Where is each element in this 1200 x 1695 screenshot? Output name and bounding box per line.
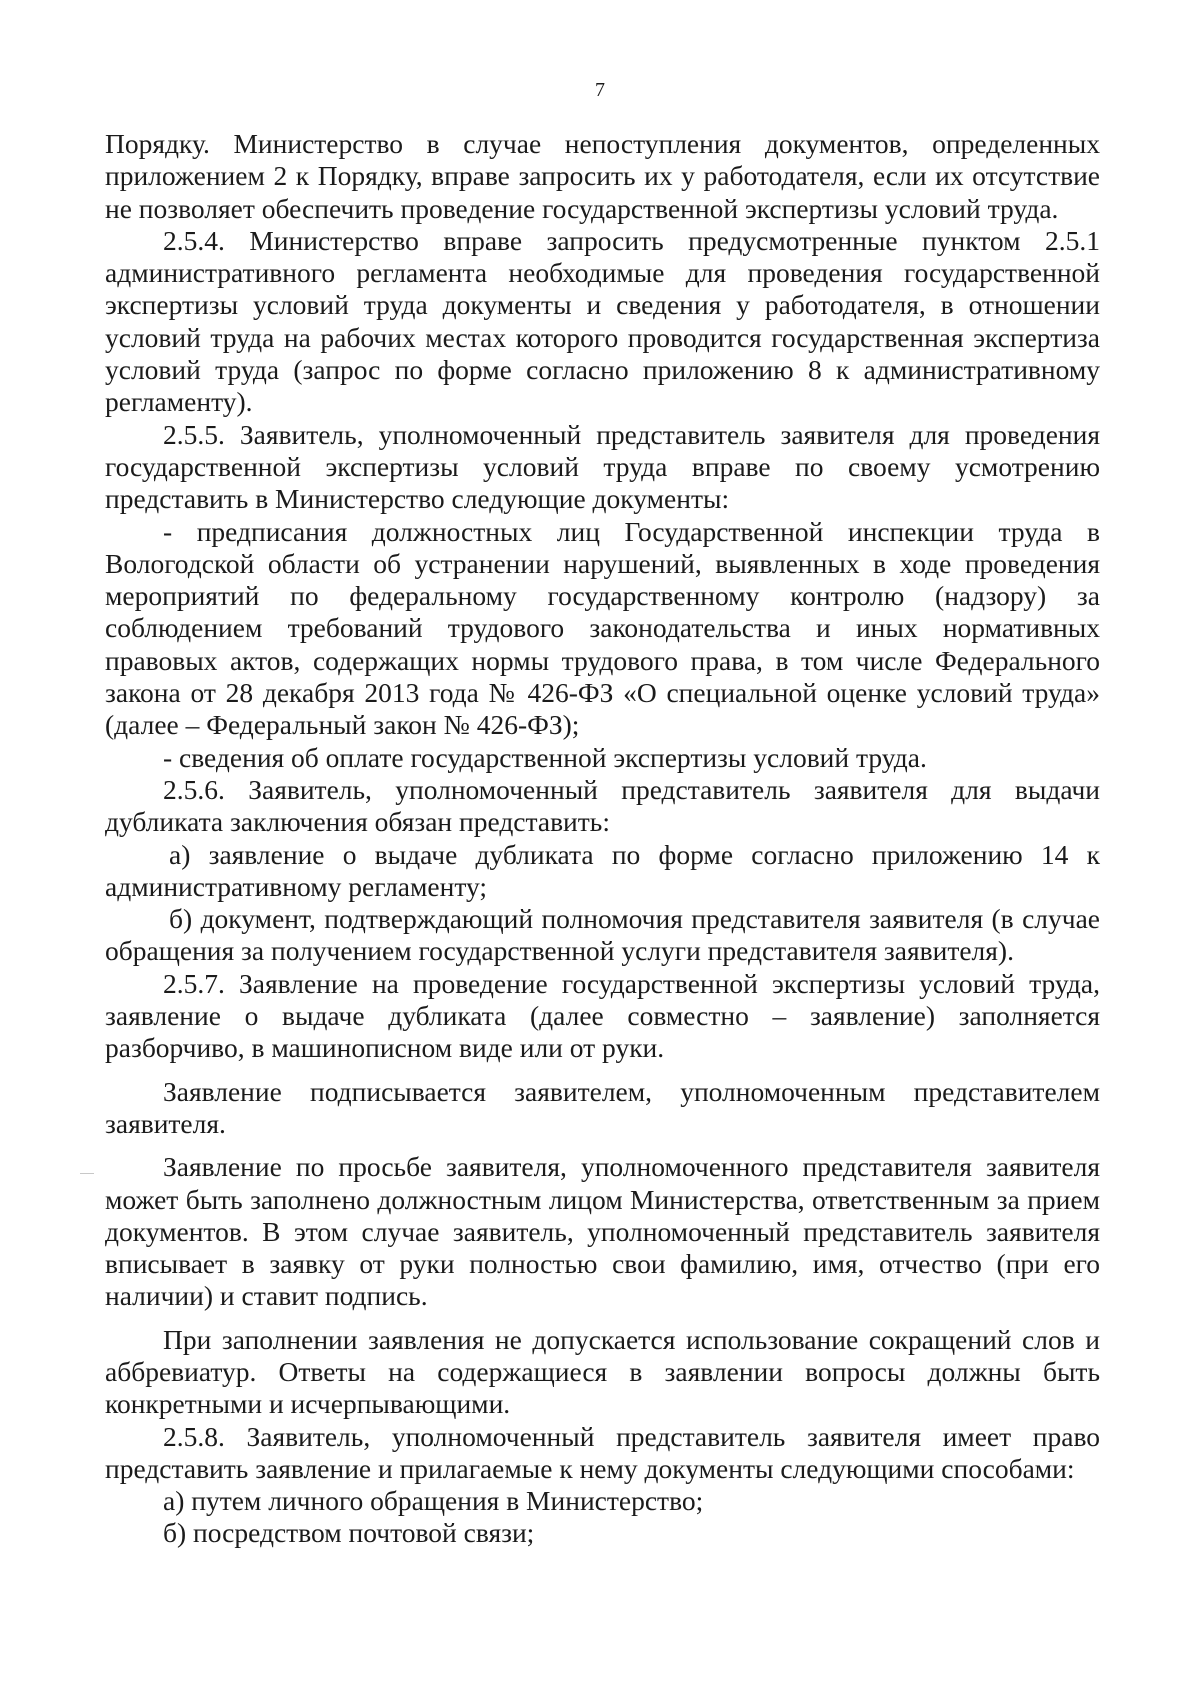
list-item-postal: б) посредством почтовой связи; — [163, 1517, 535, 1549]
paragraph-2-5-4: 2.5.4. Министерство вправе запросить предусмотренные пунктом 2.5.1 административного регламента необходимые для проведения государственной экспертизы условий труда документы и сведения у работодателя, в отношении условий труда на рабочих местах которого проводится государственная экспертиза условий труда (запрос по форме согласно приложению 8 к административному регламенту). — [105, 224, 1100, 418]
list-item-prescriptions: - предписания должностных лиц Государственной инспекции труда в Вологодской области об устранении нарушений, выявленных в ходе проведения мероприятий по федеральному государственному контролю (надзору) за соблюдением требований трудового законодательства и иных нормативных правовых актов, содержащих нормы трудового права, в том числе Федерального закона от 28 декабря 2013 года № 426-ФЗ «О специальной оценке условий труда» (далее – Федеральный закон № 426-ФЗ); — [105, 515, 1100, 741]
list-item-personal-visit: а) путем личного обращения в Министерство; — [163, 1485, 704, 1517]
paragraph-2-5-7: 2.5.7. Заявление на проведение государственной экспертизы условий труда, заявление о выдаче дубликата (далее совместно – заявление) заполняется разборчиво, в машинописном виде или от руки. — [105, 967, 1100, 1064]
list-item-authority-document: б) документ, подтверждающий полномочия представителя заявителя (в случае обращения за получением государственной услуги представителя заявителя). — [105, 903, 1100, 967]
document-body — [105, 128, 1100, 1550]
paragraph-continuation: Порядку. Министерство в случае непоступления документов, определенных приложением 2 к Порядку, вправе запросить их у работодателя, если их отсутствие не позволяет обеспечить проведение государственной экспертизы условий труда. — [105, 128, 1100, 224]
scan-artifact-mark — [80, 1173, 94, 1174]
paragraph-signature: Заявление подписывается заявителем, уполномоченным представителем заявителя. — [105, 1075, 1100, 1139]
list-item-payment-info: - сведения об оплате государственной экспертизы условий труда. — [163, 741, 927, 773]
page-number: 7 — [595, 79, 605, 101]
paragraph-filled-by-official: Заявление по просьбе заявителя, уполномоченного представителя заявителя может быть заполнено должностным лицом Министерства, ответственным за прием документов. В этом случае заявитель, уполномоченный представитель заявителя вписывает в заявку от руки полностью свои фамилию, имя, отчество (при его наличии) и ставит подпись. — [105, 1151, 1100, 1312]
paragraph-no-abbreviations: При заполнении заявления не допускается использование сокращений слов и аббревиатур. Ответы на содержащиеся в заявлении вопросы должны быть конкретными и исчерпывающими. — [105, 1323, 1100, 1420]
paragraph-2-5-5: 2.5.5. Заявитель, уполномоченный представитель заявителя для проведения государственной экспертизы условий труда вправе по своему усмотрению представить в Министерство следующие документы: — [105, 418, 1100, 515]
paragraph-2-5-6: 2.5.6. Заявитель, уполномоченный представитель заявителя для выдачи дубликата заключения обязан представить: — [105, 773, 1100, 838]
paragraph-2-5-8: 2.5.8. Заявитель, уполномоченный представитель заявителя имеет право представить заявление и прилагаемые к нему документы следующими способами: — [105, 1420, 1100, 1484]
list-item-duplicate-application: а) заявление о выдаче дубликата по форме согласно приложению 14 к административному регламенту; — [105, 838, 1100, 902]
